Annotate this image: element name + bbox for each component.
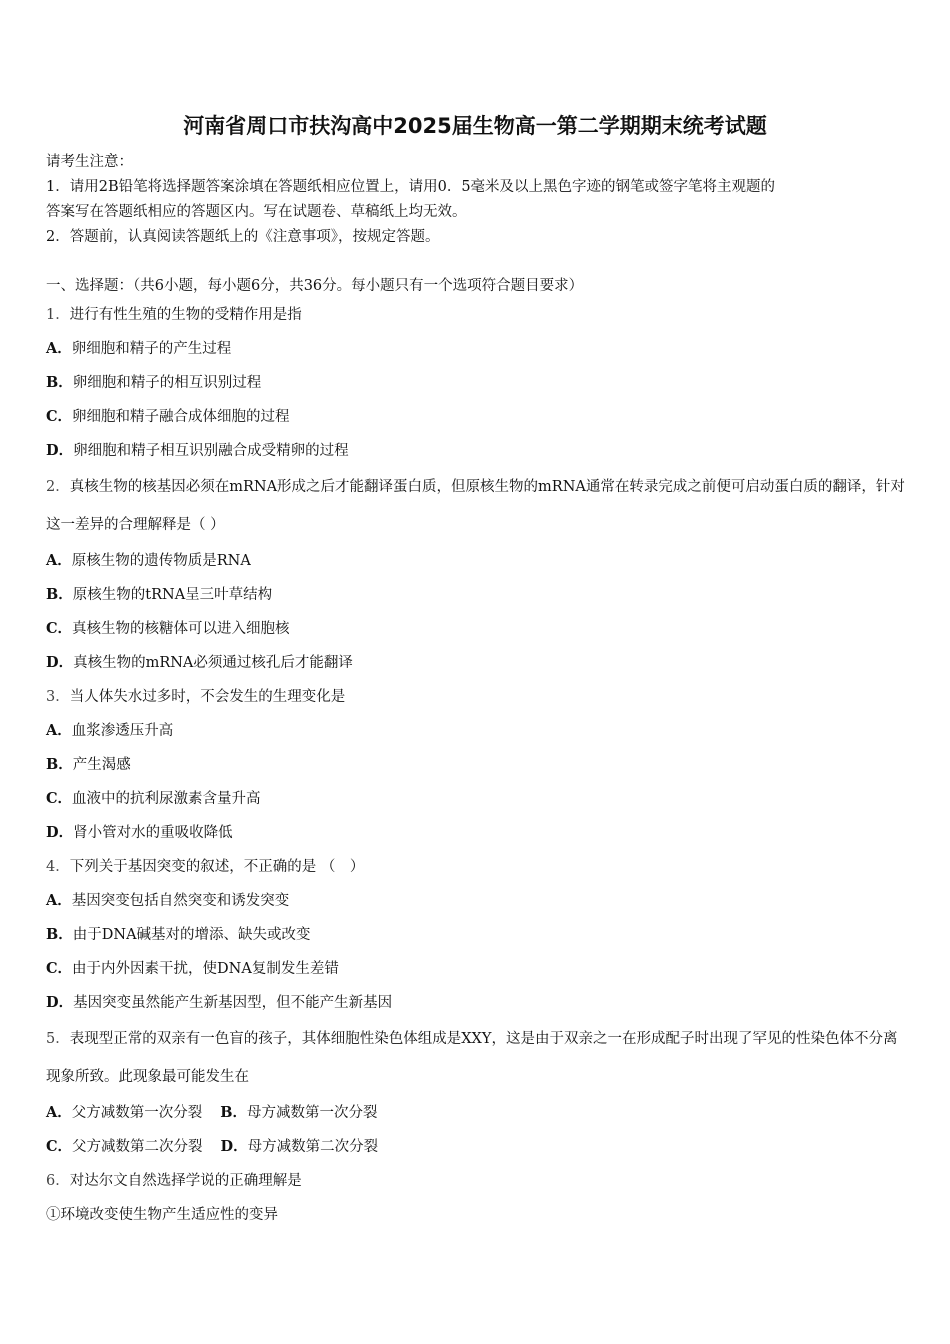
- option-3b: [46, 748, 906, 782]
- question-text: 当人体失水过多时，不会发生的生理变化是: [69, 689, 346, 705]
- option-4c: [46, 952, 906, 986]
- option-row-5cd: [46, 1130, 906, 1164]
- option-text: 基因突变包括自然突变和诱发突变: [71, 893, 290, 909]
- option-letter: C．: [46, 1138, 73, 1155]
- option-text: 真核生物的mRNA必须通过核孔后才能翻译: [73, 655, 353, 671]
- option-text: 肾小管对水的重吸收降低: [73, 825, 233, 841]
- option-letter: A．: [46, 552, 72, 569]
- option-text: 由于内外因素干扰，使DNA复制发生差错: [72, 961, 339, 977]
- option-letter: D．: [46, 442, 74, 459]
- option-2d: [46, 646, 906, 680]
- question-5: [46, 1020, 906, 1096]
- section-heading: 一、选择题：（共6小题，每小题6分，共36分。每小题只有一个选项符合题目要求）: [46, 278, 584, 294]
- option-3a: [46, 714, 906, 748]
- question-1: [46, 298, 906, 332]
- question-3: [46, 680, 906, 714]
- option-letter: C．: [46, 790, 73, 807]
- option-4a: [46, 884, 906, 918]
- option-text: 血浆渗透压升高: [71, 723, 174, 739]
- option-3d: [46, 816, 906, 850]
- notice-line-2: 答案写在答题纸相应的答题区内。写在试题卷、草稿纸上均无效。: [46, 204, 467, 220]
- option-text: 由于DNA碱基对的增添、缺失或改变: [72, 927, 311, 943]
- option-text: 父方减数第一次分裂: [71, 1105, 203, 1121]
- option-letter: D．: [46, 654, 74, 671]
- option-letter: A．: [46, 722, 72, 739]
- option-row-5ab: [46, 1096, 906, 1130]
- option-1c: [46, 400, 906, 434]
- option-4d: [46, 986, 906, 1020]
- option-3c: [46, 782, 906, 816]
- question-number: 2．: [46, 479, 70, 495]
- option-letter: C．: [46, 408, 73, 425]
- option-4b: [46, 918, 906, 952]
- option-text: 原核生物的tRNA呈三叶草结构: [72, 587, 273, 603]
- question-text: 对达尔文自然选择学说的正确理解是: [69, 1173, 302, 1189]
- option-letter: A．: [46, 1104, 72, 1121]
- option-text: 母方减数第二次分裂: [247, 1139, 379, 1155]
- question-2: [46, 468, 906, 544]
- notice-line-1: 1．请用2B铅笔将选择题答案涂填在答题纸相应位置上，请用0．5毫米及以上黑色字迹的钢笔或签字笔将主观题的: [46, 179, 776, 195]
- option-letter: B．: [46, 586, 73, 603]
- option-text: 卵细胞和精子的产生过程: [71, 341, 232, 357]
- question-text: 真核生物的核基因必须在mRNA形成之后才能翻译蛋白质，但原核生物的mRNA通常在转录完成之前便可启动蛋白质的翻译，针对这一差异的合理解释是（ ）: [46, 479, 905, 533]
- option-1b: [46, 366, 906, 400]
- option-text: 产生渴感: [72, 757, 131, 773]
- question-number: 3．: [46, 689, 70, 705]
- question-number: 1．: [46, 307, 70, 323]
- notice-heading: 请考生注意：: [46, 154, 133, 170]
- option-2c: [46, 612, 906, 646]
- option-text: 卵细胞和精子相互识别融合成受精卵的过程: [73, 443, 349, 459]
- option-2a: [46, 544, 906, 578]
- option-letter: A．: [46, 892, 72, 909]
- option-text: 卵细胞和精子的相互识别过程: [72, 375, 262, 391]
- option-2b: [46, 578, 906, 612]
- option-1d: [46, 434, 906, 468]
- option-text: 父方减数第二次分裂: [72, 1139, 203, 1155]
- statement-item-1: ①环境改变使生物产生适应性的变异: [46, 1207, 278, 1223]
- option-letter: C．: [46, 620, 73, 637]
- page-title: 河南省周口市扶沟高中2025届生物高一第二学期期末统考试题: [183, 114, 767, 138]
- option-text: 真核生物的核糖体可以进入细胞核: [72, 621, 290, 637]
- question-text: 表现型正常的双亲有一色盲的孩子，其体细胞性染色体组成是XXY，这是由于双亲之一在形成配子时出现了罕见的性染色体不分离现象所致。此现象最可能发生在: [46, 1031, 898, 1085]
- option-1a: [46, 332, 906, 366]
- option-text: 血液中的抗利尿激素含量升高: [72, 791, 261, 807]
- notice-block: [46, 150, 906, 250]
- question-6: [46, 1164, 906, 1198]
- question-4: [46, 850, 906, 884]
- option-text: 原核生物的遗传物质是RNA: [71, 553, 251, 569]
- question-number: 5．: [46, 1031, 70, 1047]
- option-letter: D．: [46, 824, 74, 841]
- option-letter: B．: [46, 374, 73, 391]
- option-text: 母方减数第一次分裂: [247, 1105, 378, 1121]
- option-letter: B．: [46, 926, 73, 943]
- option-letter: D．: [220, 1138, 248, 1155]
- option-letter: B．: [46, 756, 73, 773]
- question-number: 4．: [46, 859, 70, 875]
- option-text: 卵细胞和精子融合成体细胞的过程: [72, 409, 290, 425]
- question-text: 下列关于基因突变的叙述，不正确的是 （ ）: [69, 859, 365, 875]
- option-letter: A．: [46, 340, 72, 357]
- option-text: 基因突变虽然能产生新基因型，但不能产生新基因: [73, 995, 393, 1011]
- option-letter: C．: [46, 960, 73, 977]
- questions-list: [46, 298, 906, 1232]
- notice-line-3: 2．答题前，认真阅读答题纸上的《注意事项》，按规定答题。: [46, 229, 440, 245]
- question-text: 进行有性生殖的生物的受精作用是指: [69, 307, 302, 323]
- option-letter: B．: [220, 1104, 248, 1121]
- question-number: 6．: [46, 1173, 70, 1189]
- option-letter: D．: [46, 994, 74, 1011]
